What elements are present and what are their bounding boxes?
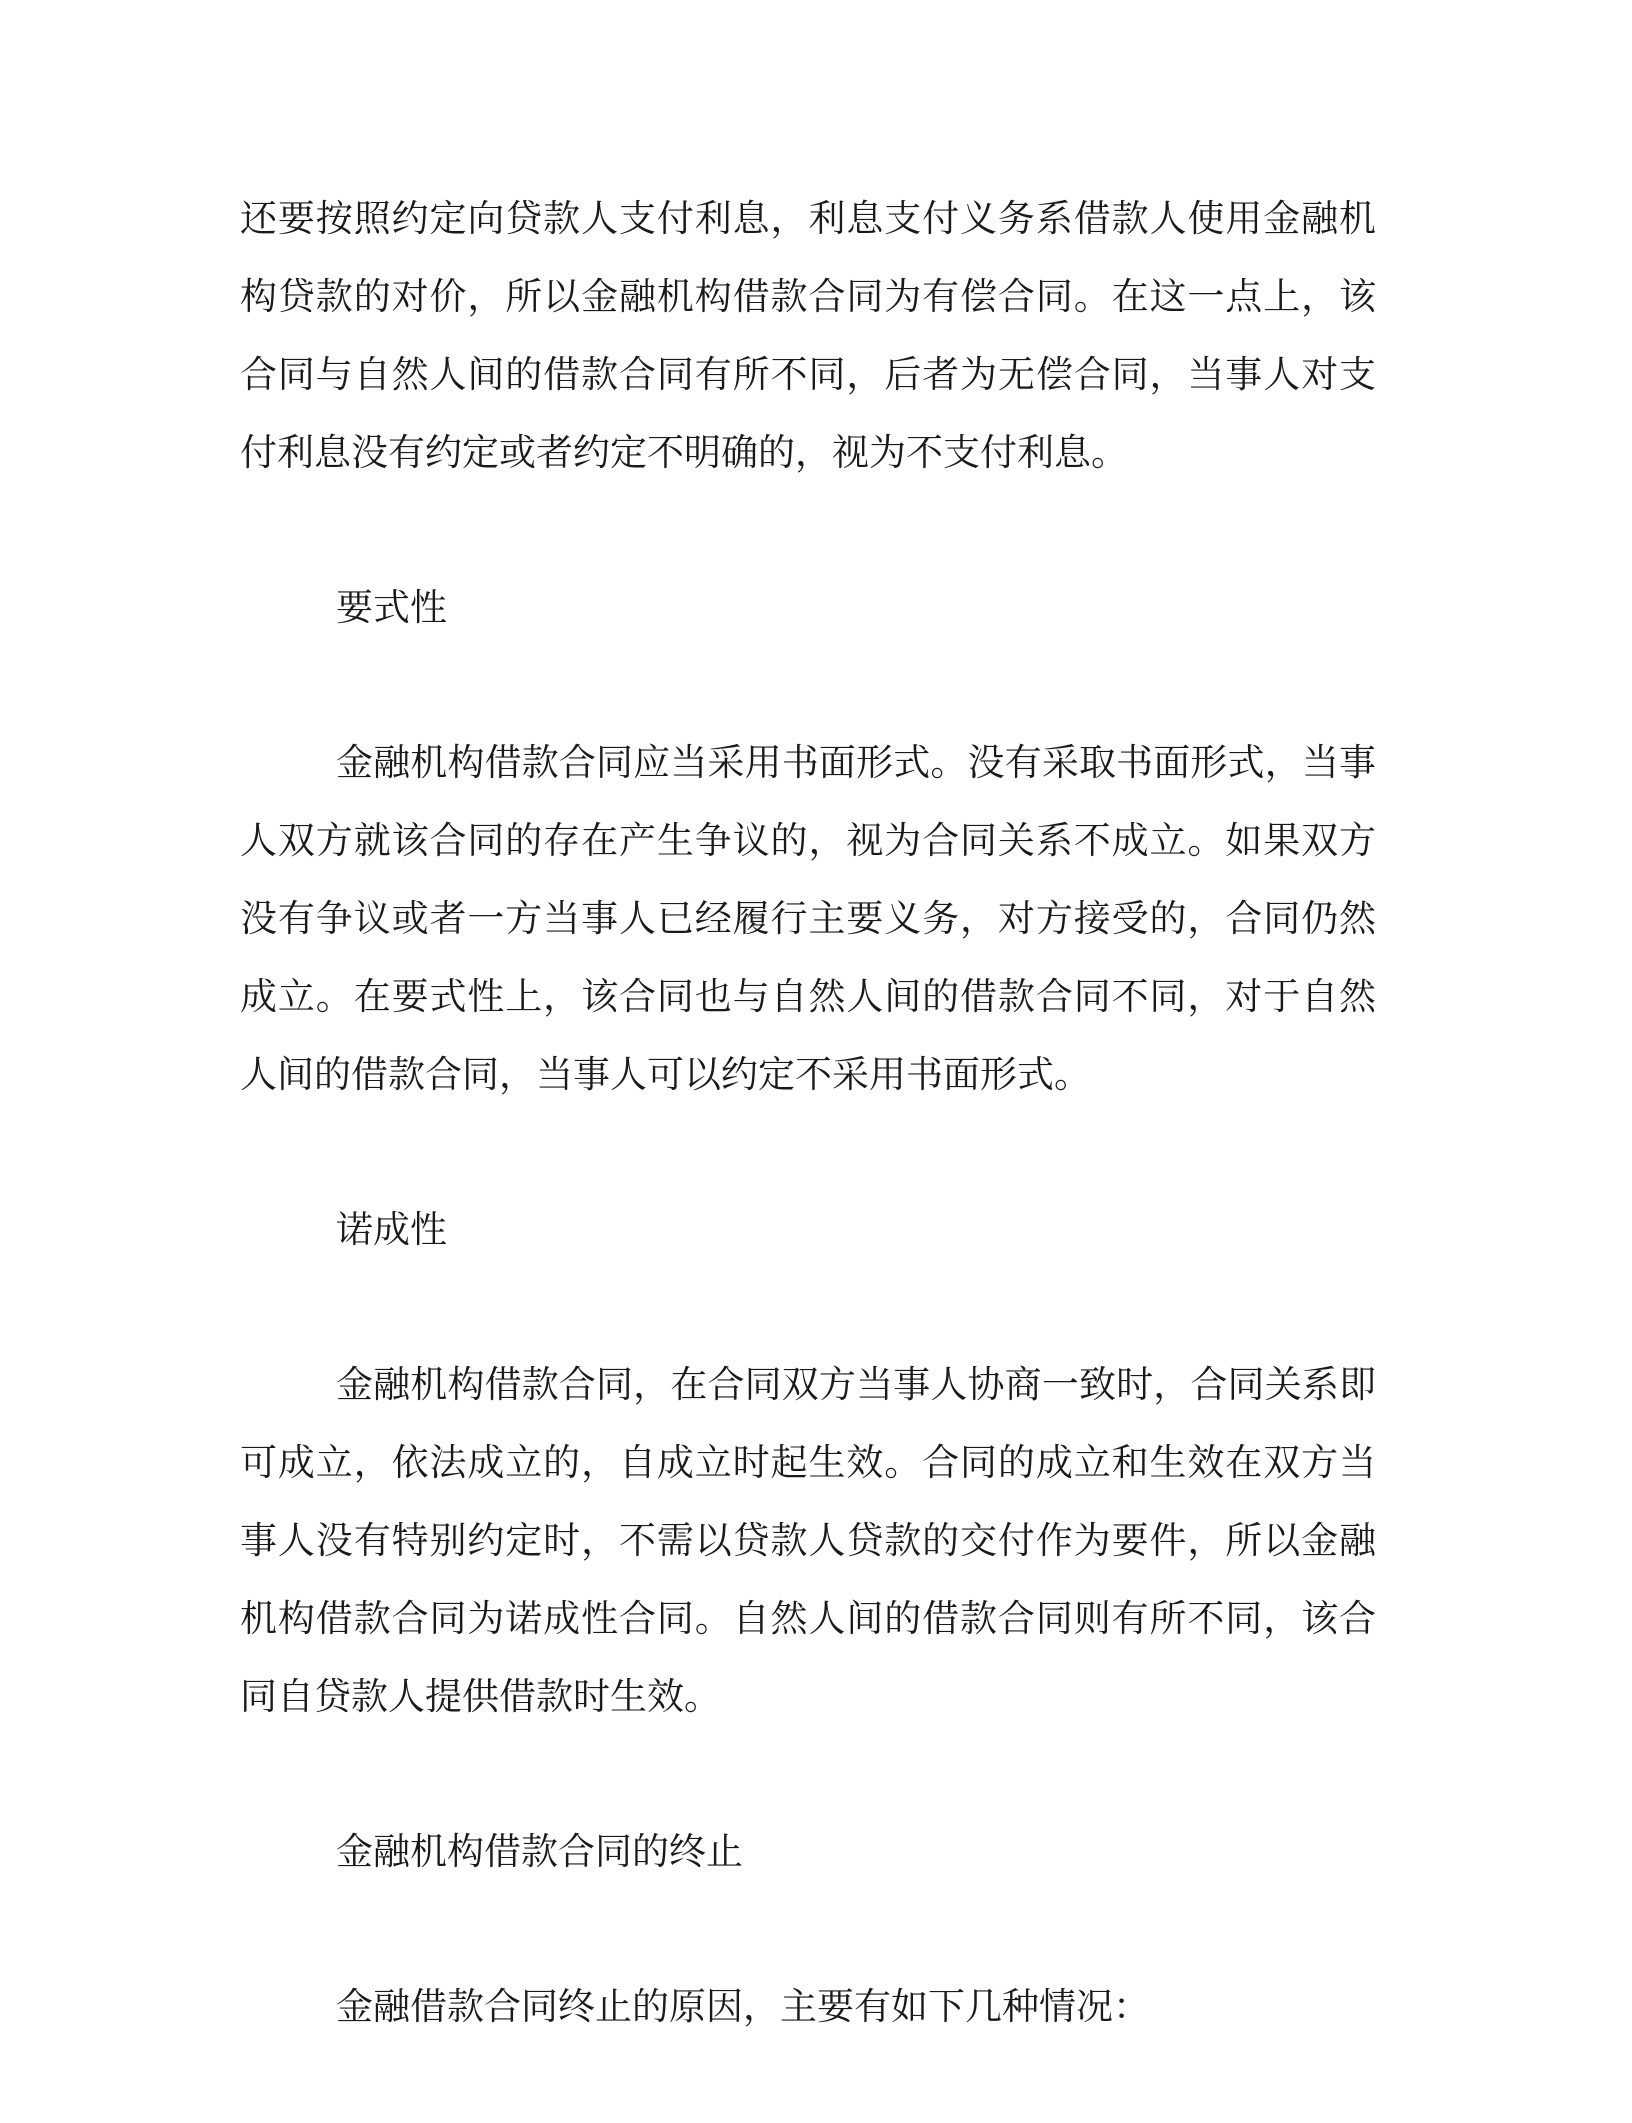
paragraph-termination-reasons: 金融借款合同终止的原因，主要有如下几种情况： — [336, 1985, 1150, 2028]
paragraph-interest-payment: 还要按照约定向贷款人支付利息，利息支付义务系借款人使用金融机构贷款的对价，所以金融机构借款合同为有偿合同。在这一点上，该合同与自然人间的借款合同有所不同，后者为无偿合同，当事人对支付利息没有约定或者约定不明确的，视为不支付利息。 — [240, 197, 1376, 474]
section-heading-formality: 要式性 — [336, 586, 447, 629]
section-heading-termination: 金融机构借款合同的终止 — [336, 1830, 743, 1873]
paragraph-formality: 金融机构借款合同应当采用书面形式。没有采取书面形式，当事人双方就该合同的存在产生争议的，视为合同关系不成立。如果双方没有争议或者一方当事人已经履行主要义务，对方接受的，合同仍然成立。在要式性上，该合同也与自然人间的借款合同不同，对于自然人间的借款合同，当事人可以约定不采用书面形式。 — [240, 741, 1376, 1096]
section-heading-consensual: 诺成性 — [336, 1208, 447, 1251]
paragraph-consensual: 金融机构借款合同，在合同双方当事人协商一致时，合同关系即可成立，依法成立的，自成立时起生效。合同的成立和生效在双方当事人没有特别约定时，不需以贷款人贷款的交付作为要件，所以金融机构借款合同为诺成性合同。自然人间的借款合同则有所不同，该合同自贷款人提供借款时生效。 — [240, 1363, 1376, 1718]
document-body — [240, 180, 1376, 2123]
